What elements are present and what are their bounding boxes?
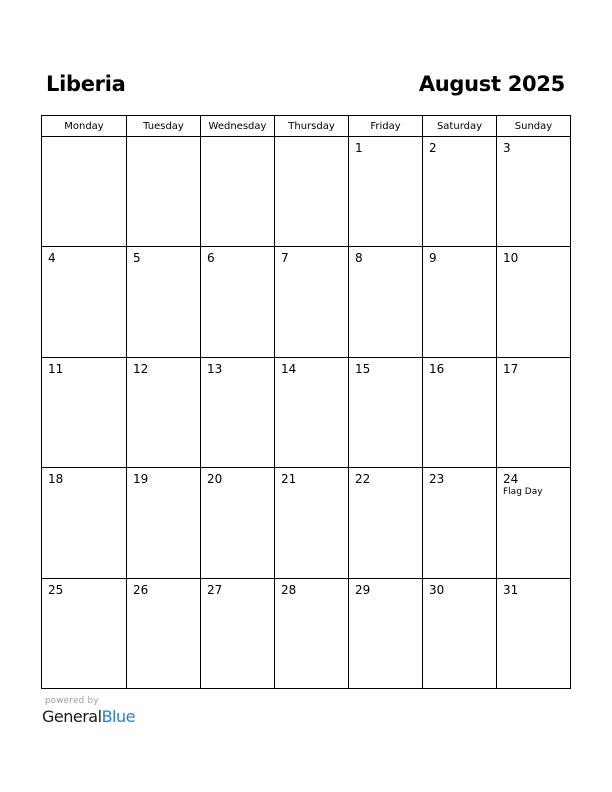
brand-name-blue: Blue: [101, 707, 135, 726]
day-cell: [275, 137, 349, 247]
day-cell: [349, 357, 423, 467]
weekday-header: Sunday: [497, 116, 571, 137]
day-cell: [127, 357, 201, 467]
brand-logo[interactable]: [42, 707, 135, 727]
day-cell: [275, 247, 349, 357]
day-cell: [42, 357, 127, 467]
day-number: 25: [48, 582, 64, 597]
day-number: 5: [133, 251, 141, 266]
week-row: [42, 357, 571, 467]
footer-branding: [42, 696, 135, 727]
day-cell: [275, 468, 349, 578]
day-cell: [42, 468, 127, 578]
day-number: 7: [281, 251, 289, 266]
day-number: 21: [281, 472, 297, 487]
weekday-header: Saturday: [423, 116, 497, 137]
day-number: 2: [429, 141, 437, 155]
week-row: [42, 468, 571, 578]
day-number: 26: [133, 582, 149, 597]
day-cell: [275, 357, 349, 467]
day-number: 4: [48, 251, 56, 266]
day-cell: [497, 137, 571, 247]
day-cell: [423, 357, 497, 467]
day-cell: [42, 578, 127, 688]
day-number: 12: [133, 361, 149, 376]
day-number: 9: [429, 251, 437, 266]
day-cell: [349, 247, 423, 357]
day-cell: [127, 247, 201, 357]
day-number: 29: [355, 582, 371, 597]
day-cell: [349, 468, 423, 578]
day-cell: [497, 357, 571, 467]
country-title: Liberia: [46, 72, 126, 96]
day-number: 13: [207, 361, 223, 376]
day-cell: [201, 357, 275, 467]
day-cell: [423, 578, 497, 688]
day-number: 1: [355, 141, 363, 155]
week-row: [42, 247, 571, 357]
day-number: 18: [48, 472, 64, 487]
day-cell: [201, 137, 275, 247]
day-number: 28: [281, 582, 297, 597]
day-cell: [42, 137, 127, 247]
day-number: 17: [503, 361, 519, 376]
day-number: 6: [207, 251, 215, 266]
day-number: 15: [355, 361, 371, 376]
weekday-header: Tuesday: [127, 116, 201, 137]
powered-by-text: powered by: [45, 696, 99, 706]
day-number: 22: [355, 472, 371, 487]
day-cell: [201, 578, 275, 688]
day-cell: [497, 578, 571, 688]
day-number: 20: [207, 472, 223, 487]
day-cell: [201, 468, 275, 578]
week-row: [42, 578, 571, 688]
day-cell: [349, 578, 423, 688]
day-cell: [349, 137, 423, 247]
day-cell: [275, 578, 349, 688]
month-title: August 2025: [418, 72, 565, 96]
day-number: 14: [281, 361, 297, 376]
day-cell: [127, 137, 201, 247]
day-number: 24: [503, 472, 519, 487]
day-number: 16: [429, 361, 445, 376]
day-number: 10: [503, 251, 519, 266]
day-number: 27: [207, 582, 223, 597]
day-number: 8: [355, 251, 363, 266]
day-number: 19: [133, 472, 149, 487]
weekday-header-row: [42, 116, 571, 137]
day-number: 23: [429, 472, 445, 487]
week-row: [42, 137, 571, 247]
day-cell: [423, 137, 497, 247]
day-cell: [127, 468, 201, 578]
day-number: 11: [48, 361, 64, 376]
day-cell: [497, 468, 571, 578]
day-number: 30: [429, 582, 445, 597]
day-cell: [423, 247, 497, 357]
day-cell: [127, 578, 201, 688]
day-cell: [423, 468, 497, 578]
day-cell: [201, 247, 275, 357]
brand-name-general: General: [42, 707, 102, 726]
day-cell: [42, 247, 127, 357]
day-number: 31: [503, 582, 519, 597]
day-cell: [497, 247, 571, 357]
weekday-header: Monday: [42, 116, 127, 137]
weekday-header: Friday: [349, 116, 423, 137]
day-number: 3: [503, 141, 511, 155]
calendar-grid: [41, 115, 571, 689]
weekday-header: Wednesday: [201, 116, 275, 137]
holiday-label: Flag Day: [503, 487, 543, 498]
weekday-header: Thursday: [275, 116, 349, 137]
